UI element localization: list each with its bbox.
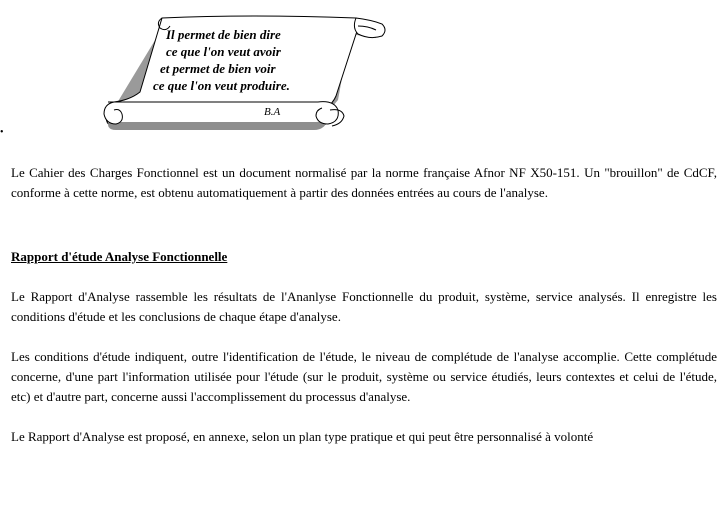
quote-line: et permet de bien voir <box>160 61 276 76</box>
quote-line: ce que l'on veut produire. <box>153 78 290 93</box>
scroll-banner <box>100 12 400 136</box>
bullet-marker: • <box>0 127 4 138</box>
quote-line: ce que l'on veut avoir <box>166 44 281 59</box>
section-heading: Rapport d'étude Analyse Fonctionnelle <box>11 249 228 264</box>
section-paragraph: Les conditions d'étude indiquent, outre l'identification de l'étude, le niveau de complétude de l'analyse accomplie. Cette complétude concerne, d'une part l'information utilisée pour l'étude (sur le produit, système ou service étudiés, leurs contextes et celui de l'étude, etc) et d'autre part, concerne aussi l'accomplissement du processus d'analyse. <box>11 349 717 404</box>
section-paragraph: Le Rapport d'Analyse est proposé, en annexe, selon un plan type pratique et qui peut être personnalisé à volonté <box>11 429 594 444</box>
section-paragraph: Le Rapport d'Analyse rassemble les résultats de l'Ananlyse Fonctionnelle du produit, système, service analysés. Il enregistre les conditions d'étude et les conclusions de chaque étape d'analyse. <box>11 289 717 324</box>
document-body <box>11 163 717 447</box>
intro-paragraph: Le Cahier des Charges Fonctionnel est un document normalisé par la norme française Afnor NF X50-151. Un "brouillon" de CdCF, conforme à cette norme, est obtenu automatiquement à partir des données entrées au cours de l'analyse. <box>11 165 717 200</box>
quote-signature: B.A <box>264 106 281 118</box>
quote-line: Il permet de bien dire <box>166 27 281 42</box>
scroll-quote <box>140 26 340 94</box>
